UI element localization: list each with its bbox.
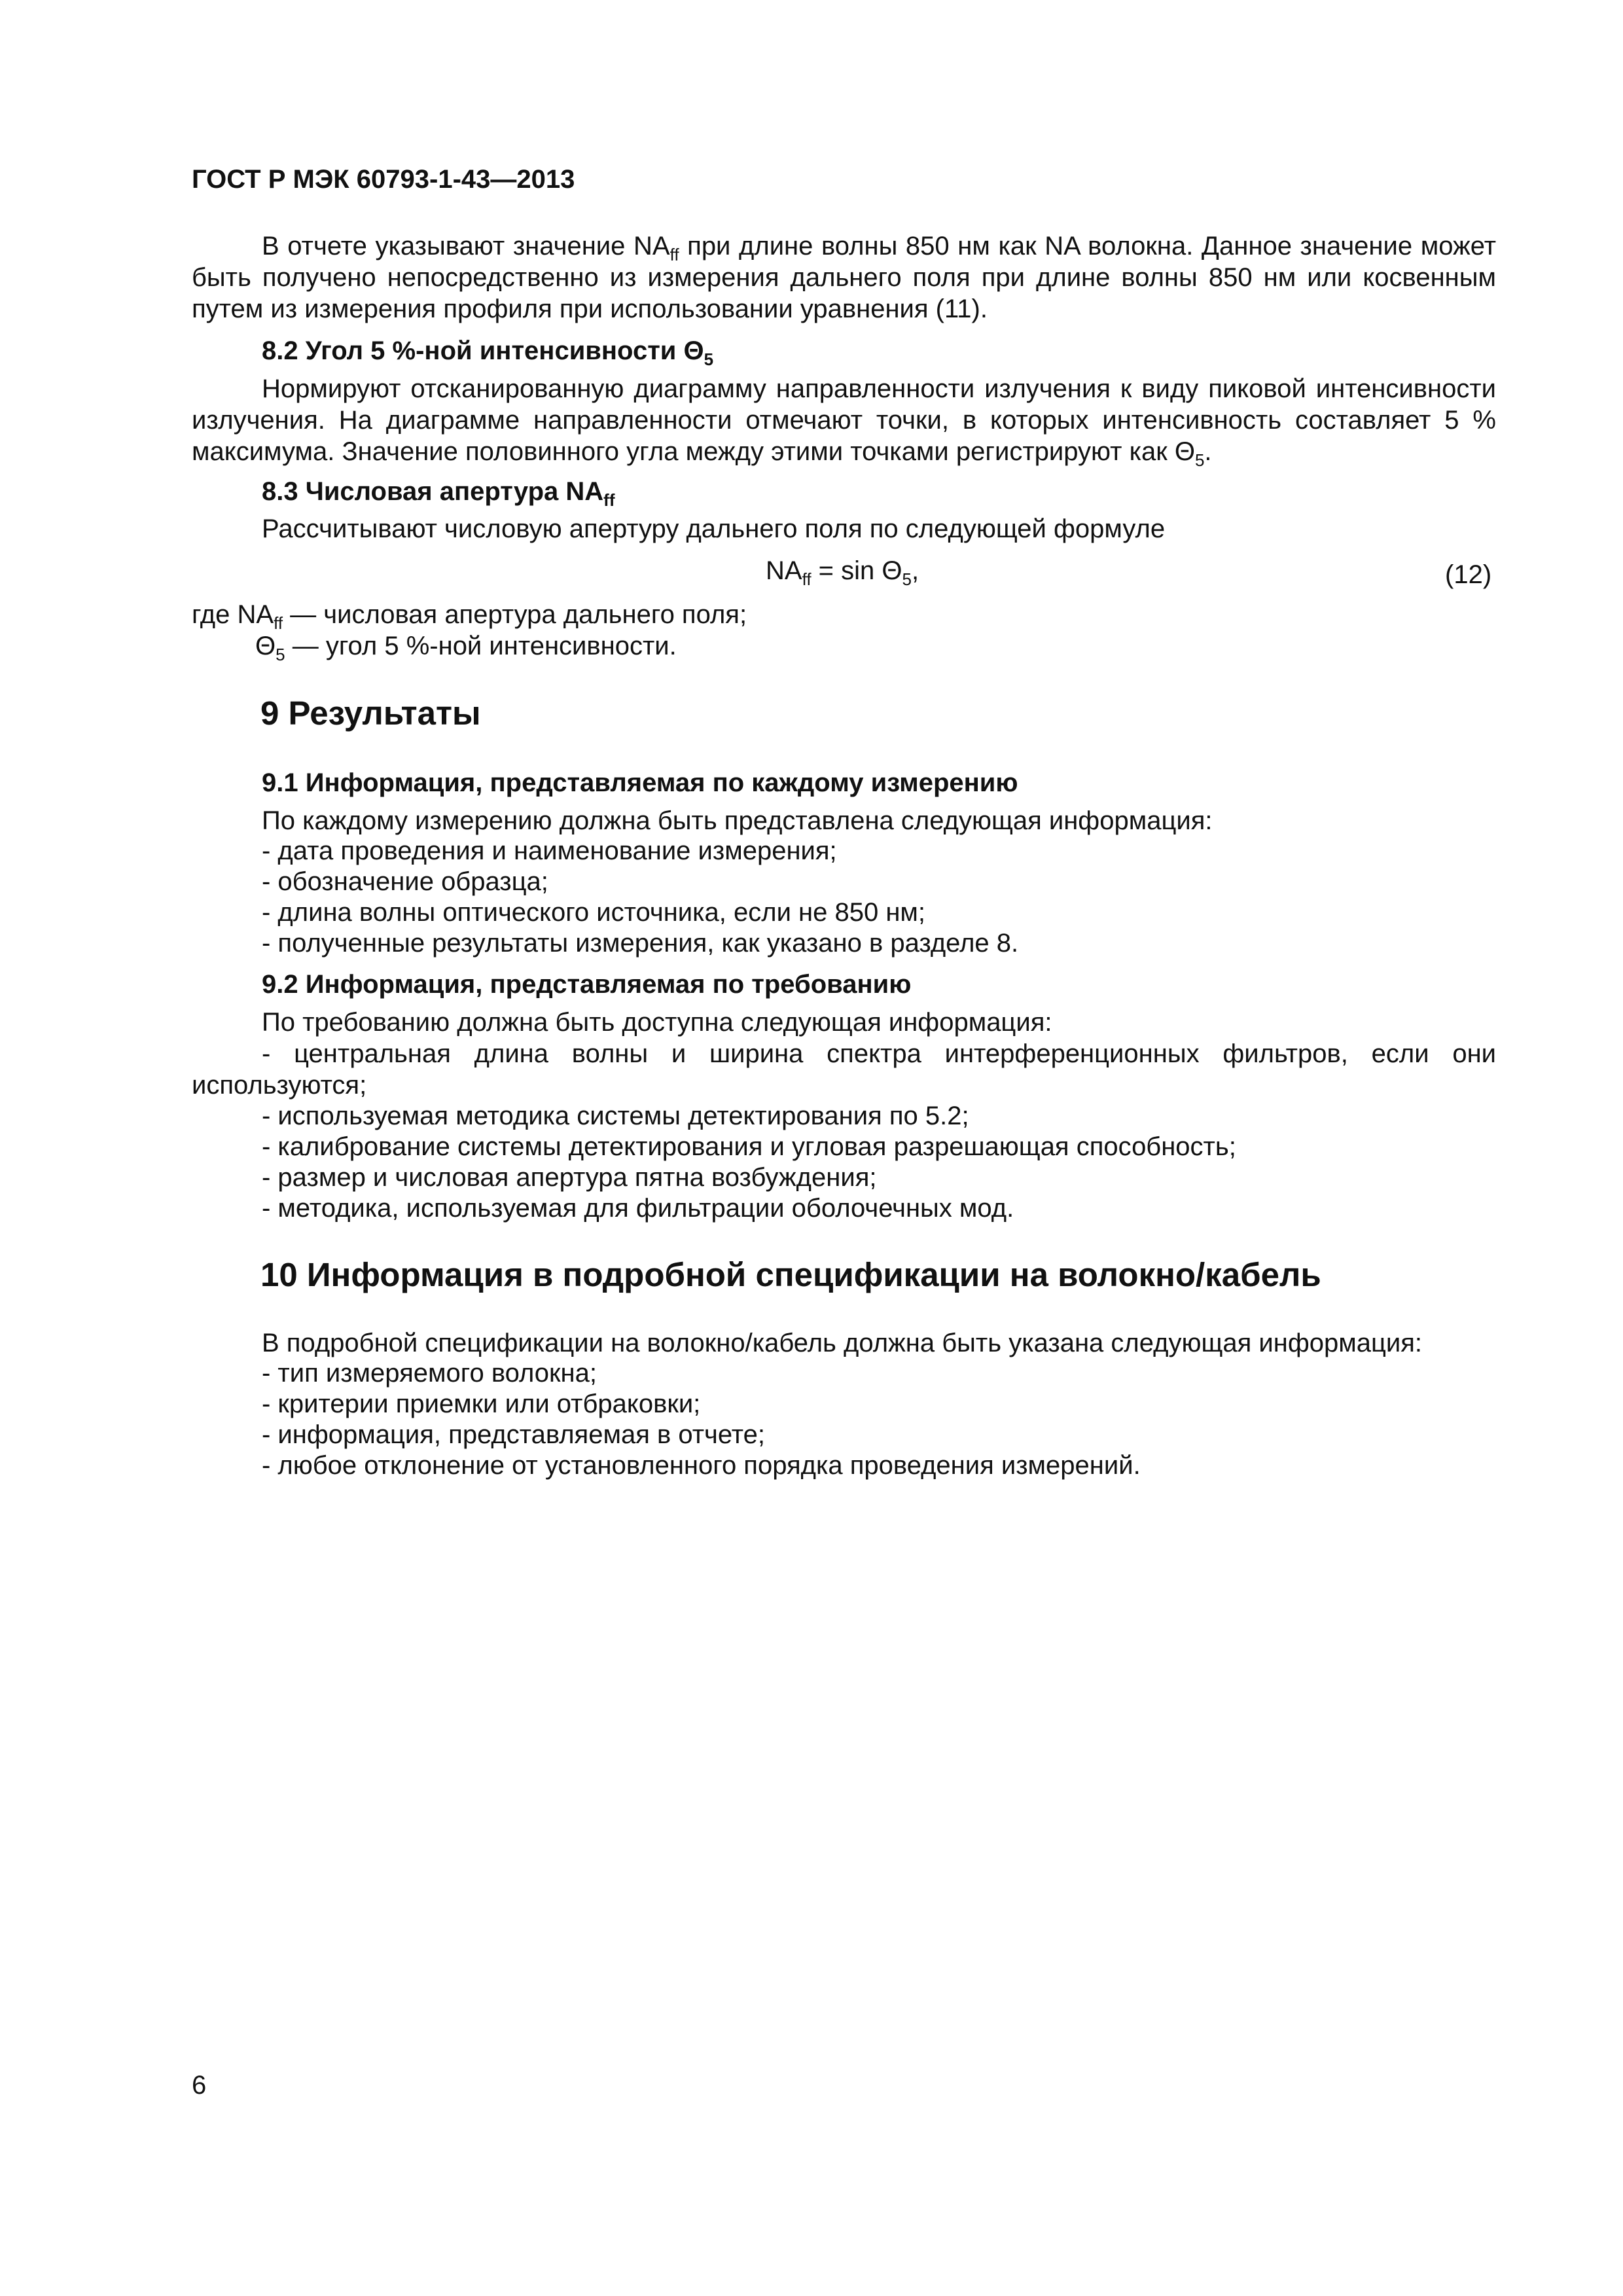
formula-where-2: $\Theta_5$ — угол 5 %-ной интенсивности. (255, 632, 677, 664)
section-8-3-intro: Рассчитывают числовую апертуру дальнего поля по следующей формуле (262, 514, 1166, 543)
intro-paragraph (192, 230, 1496, 325)
list-item: - длина волны оптического источника, если не 850 нм; (262, 898, 926, 927)
section-8-2-paragraph: Нормируют отсканированную диаграмму направленности излучения к виду пиковой интенсивности излучения. На диаграмме направленности отмечают точки, в которых интенсивность составляет 5 % максимума. Значение половинного угла между этими точками регистрируют как $\Theta_5$. (192, 374, 1496, 470)
document-header: ГОСТ Р МЭК 60793-1-43—2013 (192, 165, 575, 194)
list-item: - обозначение образца; (262, 867, 548, 896)
section-9-1-intro: По каждому измерению должна быть представлена следующая информация: (262, 806, 1213, 835)
section-8-2-heading: 8.2 Угол 5 %-ной интенсивности $\Theta_5$ (262, 336, 714, 369)
list-item: - дата проведения и наименование измерения; (262, 836, 837, 865)
formula-12: $NA_{ff} = \sin \Theta_5$, (766, 556, 919, 589)
formula-number: (12) (1445, 560, 1492, 589)
intro-subscript: ff (669, 245, 679, 264)
page-number: 6 (192, 2071, 207, 2100)
list-item: - информация, представляемая в отчете; (262, 1420, 766, 1449)
formula-where-1: где $NA_{ff}$ — числовая апертура дальнего поля; (192, 600, 747, 633)
section-9-2-heading: 9.2 Информация, представляемая по требованию (262, 970, 912, 999)
section-9-2-intro: По требованию должна быть доступна следующая информация: (262, 1008, 1052, 1037)
list-item: - любое отклонение от установленного порядка проведения измерений. (262, 1451, 1141, 1480)
intro-text-2: при длине волны 850 нм как NA волокна. Данное значение может быть получено непосредственно из измерения дальнего поля при длине волны 850 нм или косвенным путем из измерения профиля при использовании уравнения (11). (192, 232, 1497, 323)
list-item: - полученные результаты измерения, как указано в разделе 8. (262, 929, 1019, 958)
section-8-3-heading: 8.3 Числовая апертура $NA_{ff}$ (262, 477, 615, 510)
list-item: - тип измеряемого волокна; (262, 1359, 597, 1388)
section-9-1-heading: 9.1 Информация, представляемая по каждому измерению (262, 768, 1018, 797)
list-item: - критерии приемки или отбраковки; (262, 1390, 701, 1418)
list-item: - калибрование системы детектирования и угловая разрешающая способность; (262, 1132, 1236, 1161)
section-10-title: 10 Информация в подробной спецификации на волокно/кабель (260, 1256, 1321, 1293)
intro-text-1: В отчете указывают значение NA (262, 232, 670, 260)
section-10-intro: В подробной спецификации на волокно/кабель должна быть указана следующая информация: (262, 1329, 1422, 1357)
list-item: - методика, используемая для фильтрации оболочечных мод. (262, 1194, 1014, 1223)
section-9-title: 9 Результаты (260, 694, 481, 732)
list-item: - размер и числовая апертура пятна возбуждения; (262, 1163, 877, 1192)
list-item: - центральная длина волны и ширина спектра интерференционных фильтров, если они используются; (192, 1039, 1496, 1100)
list-item: - используемая методика системы детектирования по 5.2; (262, 1102, 969, 1130)
